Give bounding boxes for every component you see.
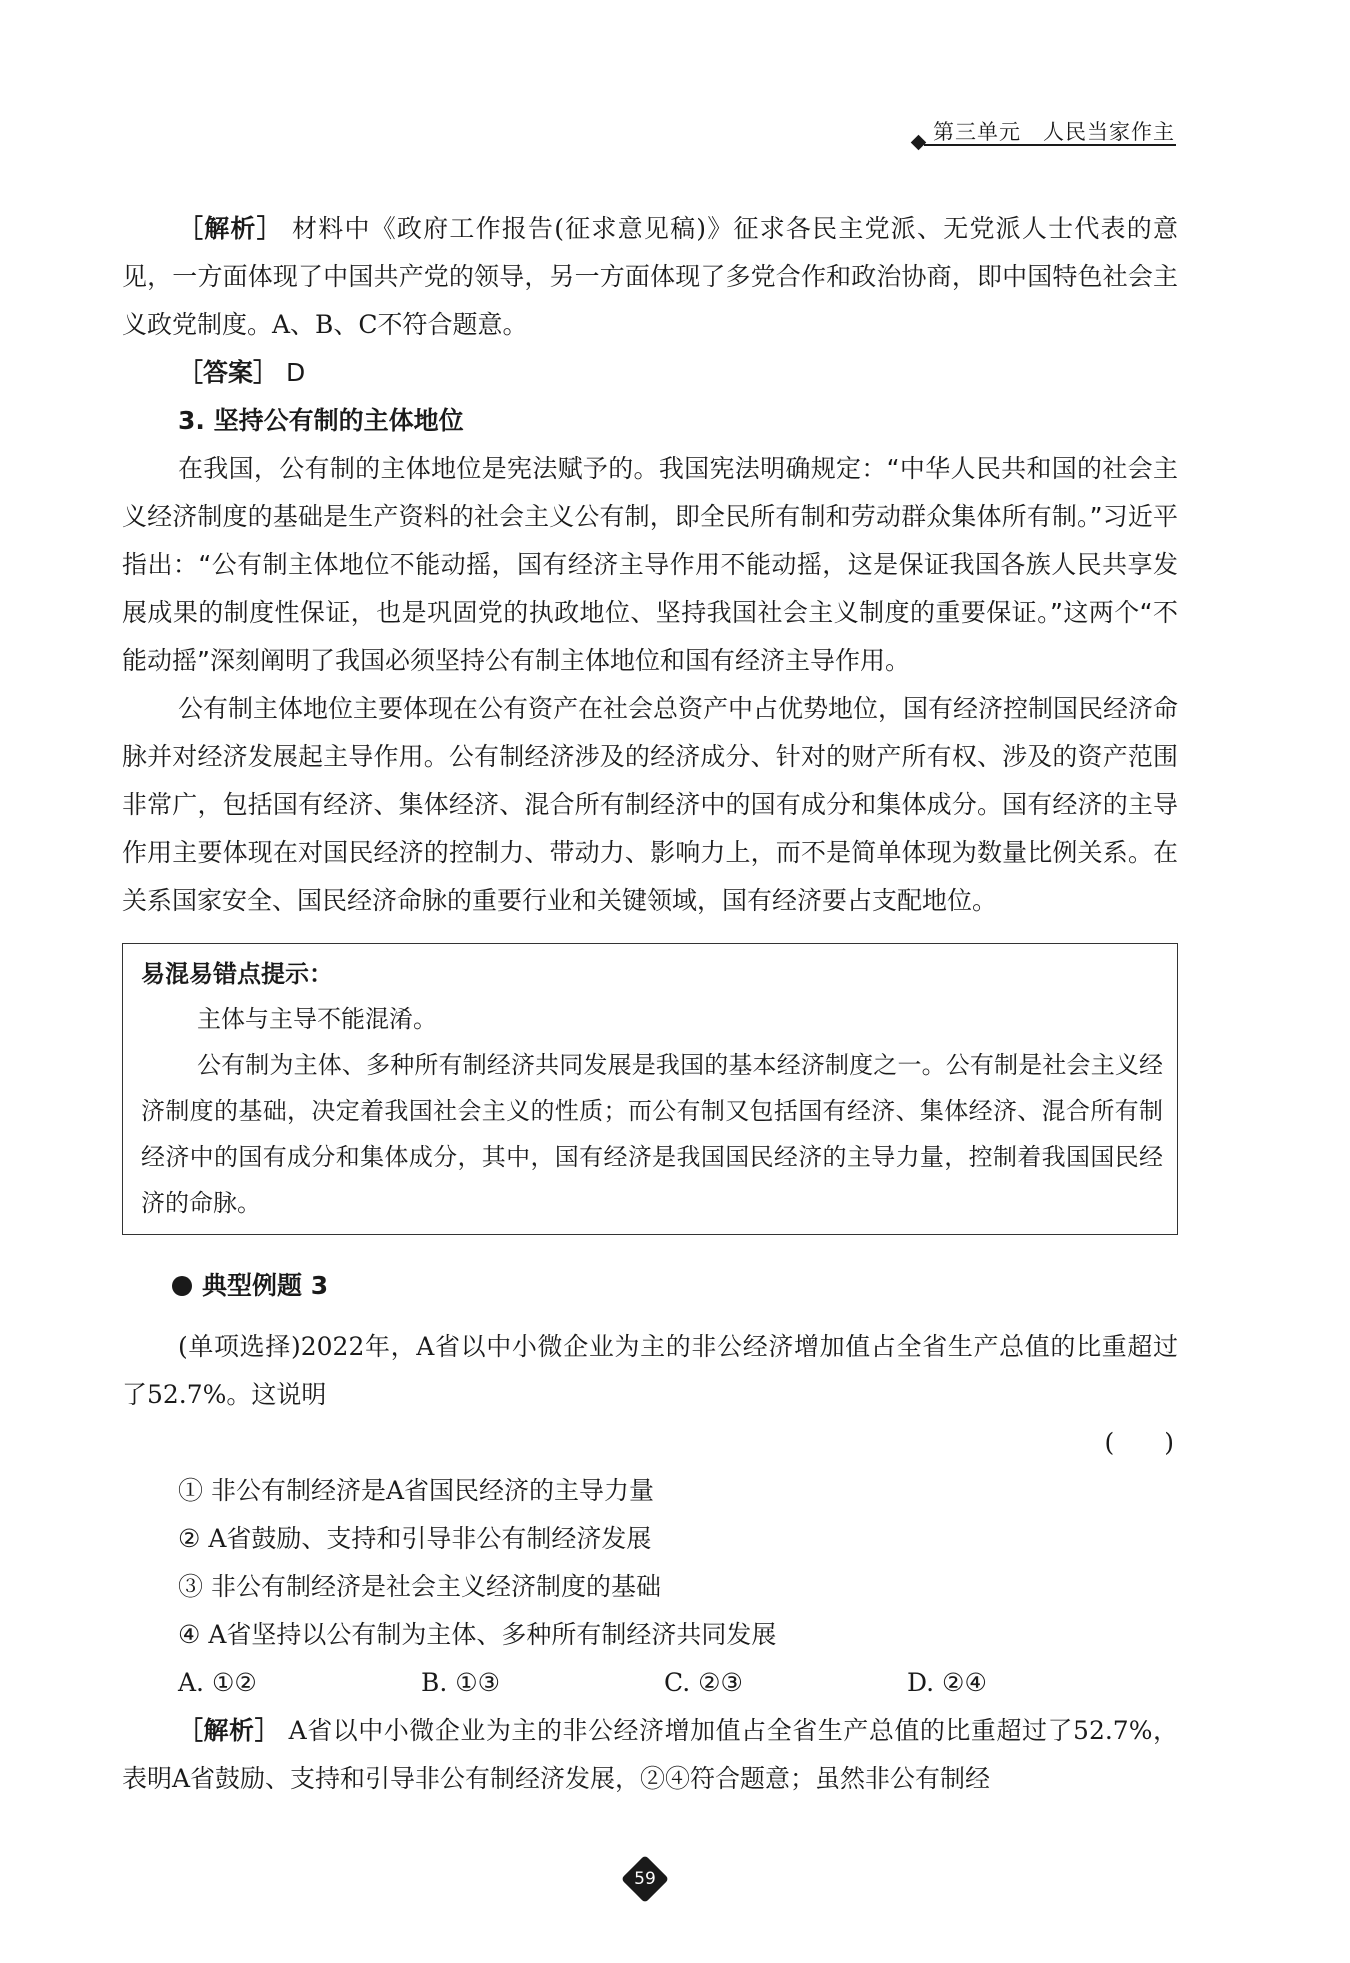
example-analysis [122, 1707, 1178, 1803]
example-analysis-label: ［解析］ [178, 1716, 281, 1745]
running-header [0, 0, 1350, 160]
analysis-paragraph [122, 205, 1178, 349]
example-heading [122, 1261, 1178, 1311]
page-number: 59 [634, 1869, 656, 1889]
page-content [122, 205, 1178, 1803]
choice-d: D. ②④ [907, 1668, 987, 1697]
page-number-badge [621, 1855, 669, 1903]
answer-blank: ( ) [1104, 1428, 1174, 1457]
answer-value: D [285, 358, 306, 387]
question-stem: (单项选择)2022年，A省以中小微企业为主的非公经济增加值占全省生产总值的比重超过了52.7%。这说明 [122, 1332, 1178, 1409]
section-paragraph-2: 公有制主体地位主要体现在公有资产在社会总资产中占优势地位，国有经济控制国民经济命脉并对经济发展起主导作用。公有制经济涉及的经济成分、针对的财产所有权、涉及的资产范围非常广，包括国有经济、集体经济、混合所有制经济中的国有成分和集体成分。国有经济的主导作用主要体现在对国民经济的控制力、带动力、影响力上，而不是简单体现为数量比例关系。在关系国家安全、国民经济命脉的重要行业和关键领域，国有经济要占支配地位。 [122, 694, 1179, 915]
answer-label: ［答案］ [178, 358, 279, 387]
choice-b: B. ①③ [421, 1668, 501, 1697]
header-rule [924, 144, 1176, 146]
bullet-icon [172, 1276, 192, 1296]
tip-paragraph-1: 主体与主导不能混淆。 [197, 1005, 437, 1033]
choice-a: A. ①② [178, 1668, 257, 1697]
statement-3: ③ 非公有制经济是社会主义经济制度的基础 [178, 1572, 661, 1601]
answer-paragraph [122, 349, 1178, 397]
answer-blank-row [122, 1419, 1178, 1467]
unit-title: 第三单元 人民当家作主 [933, 120, 1175, 144]
tip-title: 易混易错点提示： [141, 960, 333, 988]
header-diamond-ornament [911, 135, 927, 151]
section-heading: 3. 坚持公有制的主体地位 [178, 406, 464, 435]
tip-box [122, 943, 1178, 1235]
example-heading-text: 典型例题 3 [202, 1271, 329, 1300]
example-analysis-text: A省以中小微企业为主的非公经济增加值占全省生产总值的比重超过了52.7%，表明A省鼓励、支持和引导非公有制经济发展，②④符合题意；虽然非公有制经 [122, 1716, 1178, 1793]
statement-4: ④ A省坚持以公有制为主体、多种所有制经济共同发展 [178, 1620, 777, 1649]
statement-1: ① 非公有制经济是A省国民经济的主导力量 [178, 1476, 655, 1505]
choice-c: C. ②③ [664, 1668, 743, 1697]
section-paragraph-1: 在我国，公有制的主体地位是宪法赋予的。我国宪法明确规定：“中华人民共和国的社会主义经济制度的基础是生产资料的社会主义公有制，即全民所有制和劳动群众集体所有制。”习近平指出：“公有制主体地位不能动摇，国有经济主导作用不能动摇，这是保证我国各族人民共享发展成果的制度性保证，也是巩固党的执政地位、坚持我国社会主义制度的重要保证。”这两个“不能动摇”深刻阐明了我国必须坚持公有制主体地位和国有经济主导作用。 [122, 454, 1178, 675]
tip-paragraph-2: 公有制为主体、多种所有制经济共同发展是我国的基本经济制度之一。公有制是社会主义经济制度的基础，决定着我国社会主义的性质；而公有制又包括国有经济、集体经济、混合所有制经济中的国有成分和集体成分，其中，国有经济是我国国民经济的主导力量，控制着我国国民经济的命脉。 [141, 1051, 1163, 1217]
analysis-text: 材料中《政府工作报告(征求意见稿)》征求各民主党派、无党派人士代表的意见，一方面体现了中国共产党的领导，另一方面体现了多党合作和政治协商，即中国特色社会主义政党制度。A、B、C不符合题意。 [122, 214, 1178, 339]
analysis-label: ［解析］ [178, 214, 283, 243]
statement-2: ② A省鼓励、支持和引导非公有制经济发展 [178, 1524, 652, 1553]
choice-list [122, 1659, 1178, 1707]
